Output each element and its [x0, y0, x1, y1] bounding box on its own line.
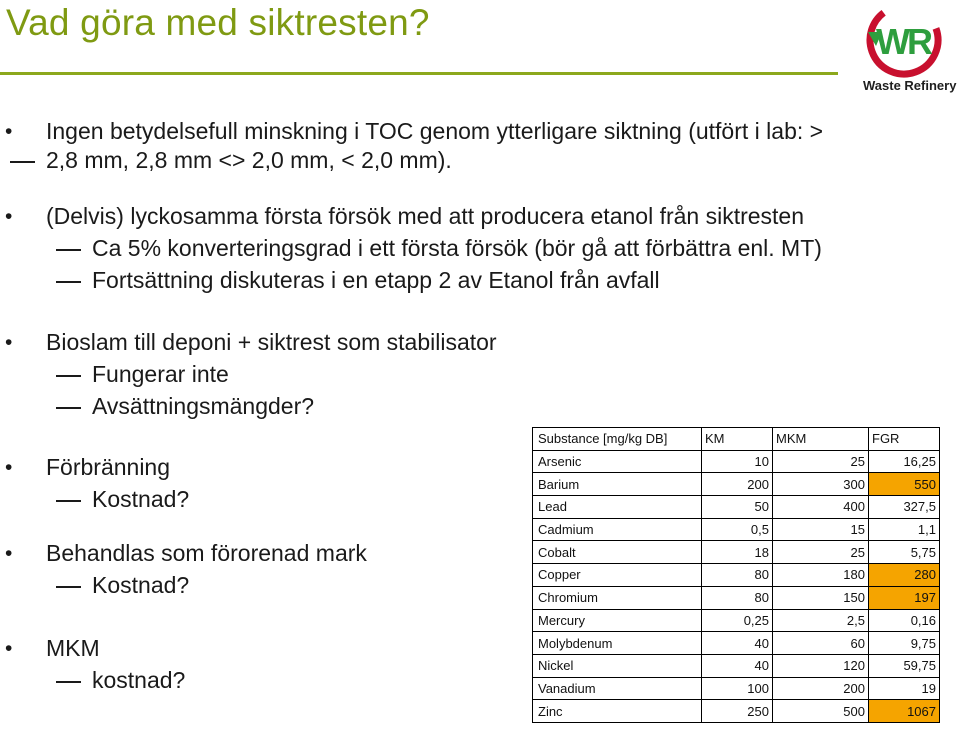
- slide-title: Vad göra med siktresten?: [6, 2, 430, 43]
- cell-km: 40: [702, 654, 773, 677]
- sub-bullet-continuation: Fortsättning diskuteras i en etapp 2 av Etanol från avfall: [92, 265, 660, 296]
- cell-mkm: 60: [773, 632, 869, 655]
- cell-fgr: 5,75: [869, 541, 940, 564]
- table-row: [533, 473, 940, 496]
- logo-text: Waste Refinery: [863, 78, 957, 93]
- cell-mkm: 15: [773, 518, 869, 541]
- cell-km: 18: [702, 541, 773, 564]
- cell-substance: Nickel: [533, 654, 702, 677]
- bullet-fororenad-mark: • Behandlas som förorenad mark: [46, 538, 367, 569]
- cell-fgr: 1067: [869, 700, 940, 723]
- table-row: [533, 518, 940, 541]
- cell-km: 250: [702, 700, 773, 723]
- cell-mkm: 200: [773, 677, 869, 700]
- cell-substance: Vanadium: [533, 677, 702, 700]
- table-header-row: [533, 428, 940, 451]
- sub-bullet-kostnad-3: kostnad?: [92, 665, 185, 696]
- cell-mkm: 25: [773, 450, 869, 473]
- bullet-mkm: • MKM: [46, 633, 100, 664]
- cell-mkm: 120: [773, 654, 869, 677]
- cell-fgr: 327,5: [869, 496, 940, 519]
- cell-km: 50: [702, 496, 773, 519]
- cell-fgr: 1,1: [869, 518, 940, 541]
- bullet-toc-continued: 2,8 mm, 2,8 mm <> 2,0 mm, < 2,0 mm).: [46, 145, 452, 176]
- cell-substance: Arsenic: [533, 450, 702, 473]
- cell-mkm: 2,5: [773, 609, 869, 632]
- cell-mkm: 500: [773, 700, 869, 723]
- cell-substance: Zinc: [533, 700, 702, 723]
- cell-mkm: 180: [773, 564, 869, 587]
- table-body: [533, 450, 940, 722]
- sub-bullet-fungerar: Fungerar inte: [92, 359, 229, 390]
- cell-fgr: 197: [869, 586, 940, 609]
- cell-km: 200: [702, 473, 773, 496]
- table-row: [533, 541, 940, 564]
- cell-substance: Chromium: [533, 586, 702, 609]
- sub-bullet-kostnad-1: Kostnad?: [92, 484, 189, 515]
- cell-substance: Copper: [533, 564, 702, 587]
- bullet-bioslam: • Bioslam till deponi + siktrest som stabilisator: [46, 327, 497, 358]
- cell-mkm: 150: [773, 586, 869, 609]
- header-substance: Substance [mg/kg DB]: [533, 428, 702, 451]
- table-row: [533, 700, 940, 723]
- bullet-ethanol: • (Delvis) lyckosamma första försök med att producera etanol från siktresten: [46, 201, 804, 232]
- header-mkm: MKM: [773, 428, 869, 451]
- bullet-toc: • Ingen betydelsefull minskning i TOC genom ytterligare siktning (utfört i lab: >: [46, 116, 823, 147]
- cell-km: 100: [702, 677, 773, 700]
- cell-mkm: 25: [773, 541, 869, 564]
- cell-substance: Cadmium: [533, 518, 702, 541]
- sub-bullet-kostnad-2: Kostnad?: [92, 570, 189, 601]
- table-row: [533, 586, 940, 609]
- cell-mkm: 300: [773, 473, 869, 496]
- table-row: [533, 654, 940, 677]
- table-row: [533, 632, 940, 655]
- cell-fgr: 16,25: [869, 450, 940, 473]
- cell-fgr: 59,75: [869, 654, 940, 677]
- cell-substance: Barium: [533, 473, 702, 496]
- cell-substance: Molybdenum: [533, 632, 702, 655]
- table-row: [533, 450, 940, 473]
- cell-fgr: 19: [869, 677, 940, 700]
- table-row: [533, 677, 940, 700]
- cell-km: 0,5: [702, 518, 773, 541]
- table-row: [533, 609, 940, 632]
- cell-fgr: 550: [869, 473, 940, 496]
- bullet-forbranning: • Förbränning: [46, 452, 170, 483]
- title-divider: [0, 72, 838, 75]
- cell-substance: Mercury: [533, 609, 702, 632]
- logo-monogram: WR: [876, 21, 930, 62]
- header-km: KM: [702, 428, 773, 451]
- table-row: [533, 564, 940, 587]
- header-fgr: FGR: [869, 428, 940, 451]
- cell-fgr: 280: [869, 564, 940, 587]
- cell-km: 80: [702, 586, 773, 609]
- cell-fgr: 0,16: [869, 609, 940, 632]
- cell-km: 80: [702, 564, 773, 587]
- cell-substance: Cobalt: [533, 541, 702, 564]
- cell-substance: Lead: [533, 496, 702, 519]
- sub-bullet-conversion: Ca 5% konverteringsgrad i ett första försök (bör gå att förbättra enl. MT): [92, 233, 822, 264]
- cell-km: 0,25: [702, 609, 773, 632]
- table-row: [533, 496, 940, 519]
- cell-km: 40: [702, 632, 773, 655]
- cell-fgr: 9,75: [869, 632, 940, 655]
- sub-bullet-avsattning: Avsättningsmängder?: [92, 391, 314, 422]
- cell-km: 10: [702, 450, 773, 473]
- substance-limits-table: [532, 427, 940, 723]
- cell-mkm: 400: [773, 496, 869, 519]
